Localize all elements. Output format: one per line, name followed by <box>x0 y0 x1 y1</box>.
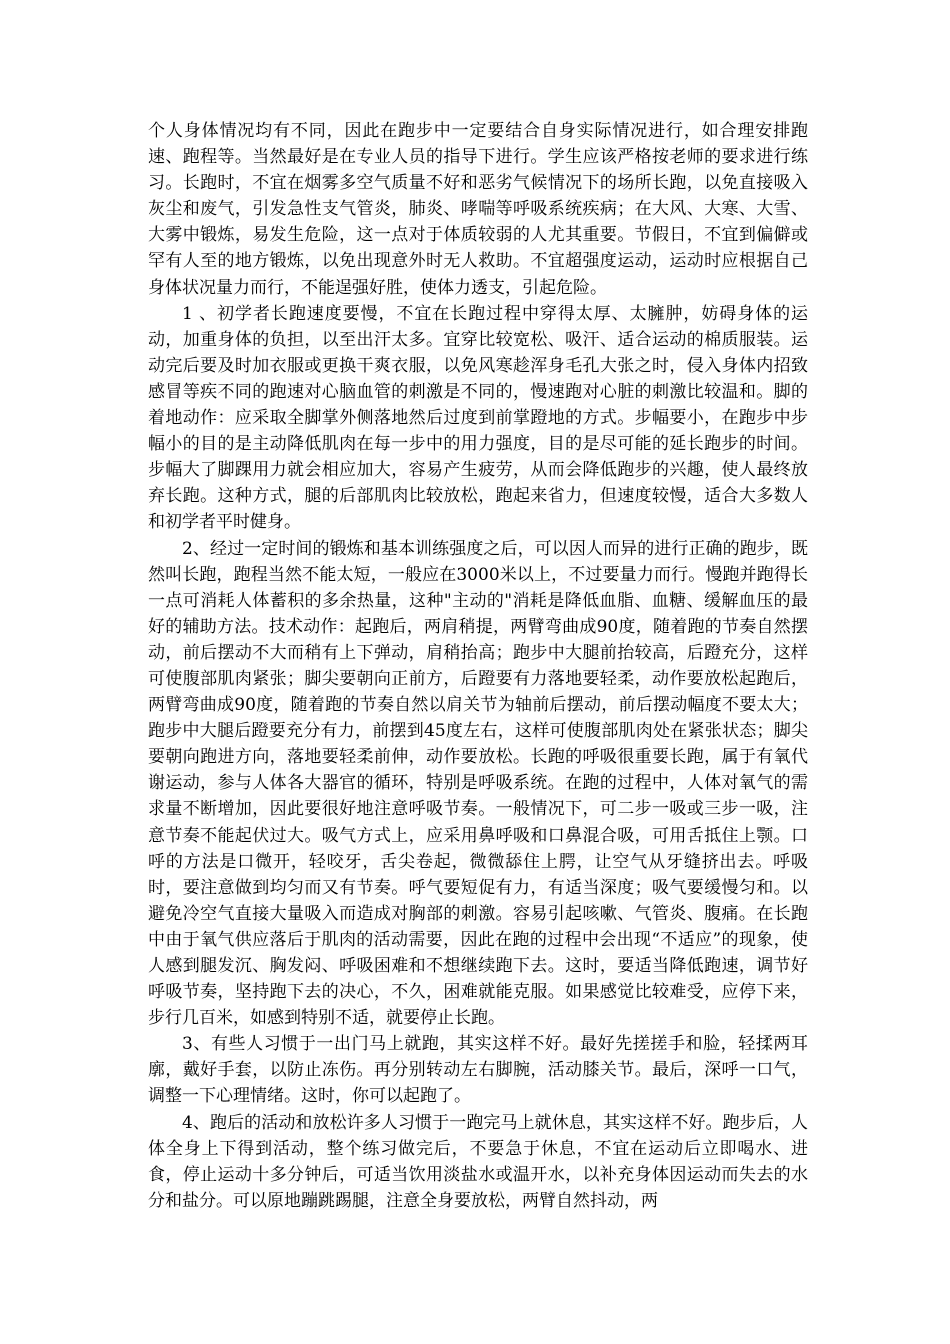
paragraph-beginner-pace: 1 、初学者长跑速度要慢，不宜在长跑过程中穿得太厚、太臃肿，妨碍身体的运动，加重身体的负担，以至出汗太多。宜穿比较宽松、吸汗、适合运动的棉质服装。运动完后要及时加衣服或更换干爽衣服，以免风寒趁浑身毛孔大张之时，侵入身体内招致感冒等疾不同的跑速对心脑血管的刺激是不同的，慢速跑对心脏的刺激比较温和。脚的着地动作：应采取全脚掌外侧落地然后过度到前掌蹬地的方式。步幅要小，在跑步中步幅小的目的是主动降低肌肉在每一步中的用力强度，目的是尽可能的延长跑步的时间。步幅大了脚踝用力就会相应加大，容易产生疲劳，从而会降低跑步的兴趣，使人最终放弃长跑。这种方式，腿的后部肌肉比较放松，跑起来省力，但速度较慢，适合大多数人和初学者平时健身。 <box>148 303 808 533</box>
paragraph-intro: 个人身体情况均有不同，因此在跑步中一定要结合自身实际情况进行，如合理安排跑速、跑程等。当然最好是在专业人员的指导下进行。学生应该严格按老师的要求进行练习。长跑时，不宜在烟雾多空气质量不好和恶劣气候情况下的场所长跑，以免直接吸入灰尘和废气，引发急性支气管炎，肺炎、哮喘等呼吸系统疾病；在大风、大寒、大雪、大雾中锻炼，易发生危险，这一点对于体质较弱的人尤其重要。节假日，不宜到偏僻或罕有人至的地方锻炼，以免出现意外时无人救助。不宜超强度运动，运动时应根据自己身体状况量力而行，不能逞强好胜，使体力透支，引起危险。 <box>148 121 808 298</box>
paragraph-cooldown: 4、跑后的活动和放松许多人习惯于一跑完马上就休息，其实这样不好。跑步后，人体全身上下得到活动，整个练习做完后，不要急于休息，不宜在运动后立即喝水、进食，停止运动十多分钟后，可适当饮用淡盐水或温开水，以补充身体因运动而失去的水分和盐分。可以原地蹦跳踢腿，注意全身要放松，两臂自然抖动，两 <box>148 1112 808 1211</box>
paragraph-technique-breathing: 2、经过一定时间的锻炼和基本训练强度之后，可以因人而异的进行正确的跑步，既然叫长跑，跑程当然不能太短，一般应在3000米以上，不过要量力而行。慢跑并跑得长一点可消耗人体蓄积的多余热量，这种"主动的"消耗是降低血脂、血糖、缓解血压的最好的辅助方法。技术动作：起跑后，两肩稍提，两臂弯曲成90度，随着跑的节奏自然摆动，前后摆动不大而稍有上下弹动，肩稍抬高；跑步中大腿前抬较高，后蹬充分，这样可使腹部肌肉紧张；脚尖要朝向正前方，后蹬要有力落地要轻柔，动作要放松起跑后，两臂弯曲成90度，随着跑的节奏自然以肩关节为轴前后摆动，前后摆动幅度不要太大；跑步中大腿后蹬要充分有力，前摆到45度左右，这样可使腹部肌肉处在紧张状态；脚尖要朝向跑进方向，落地要轻柔前伸，动作要放松。长跑的呼吸很重要长跑，属于有氧代谢运动，参与人体各大器官的循环，特别是呼吸系统。在跑的过程中，人体对氧气的需求量不断增加，因此要很好地注意呼吸节奏。一般情况下，可二步一吸或三步一吸，注意节奏不能起伏过大。吸气方式上，应采用鼻呼吸和口鼻混合吸，可用舌抵住上颚。口呼的方法是口微开，轻咬牙，舌尖卷起，微微舔住上腭，让空气从牙缝挤出去。呼吸时，要注意做到均匀而又有节奏。呼气要短促有力，有适当深度；吸气要缓慢匀和。以避免冷空气直接大量吸入而造成对胸部的刺激。容易引起咳嗽、气管炎、腹痛。在长跑中由于氧气供应落后于肌肉的活动需要，因此在跑的过程中会出现“不适应”的现象，使人感到腿发沉、胸发闷、呼吸困难和不想继续跑下去。这时，要适当降低跑速，调节好呼吸节奏，坚持跑下去的决心，不久，困难就能克服。如果感觉比较难受，应停下来，步行几百米，如感到特别不适，就要停止长跑。 <box>148 538 808 1029</box>
paragraph-warmup: 3、有些人习惯于一出门马上就跑，其实这样不好。最好先搓搓手和脸，轻揉两耳廓，戴好手套，以防止冻伤。再分别转动左右脚腕，活动膝关节。最后，深呼一口气，调整一下心理情绪。这时，你可以起跑了。 <box>148 1034 808 1107</box>
document-page <box>148 118 808 1214</box>
